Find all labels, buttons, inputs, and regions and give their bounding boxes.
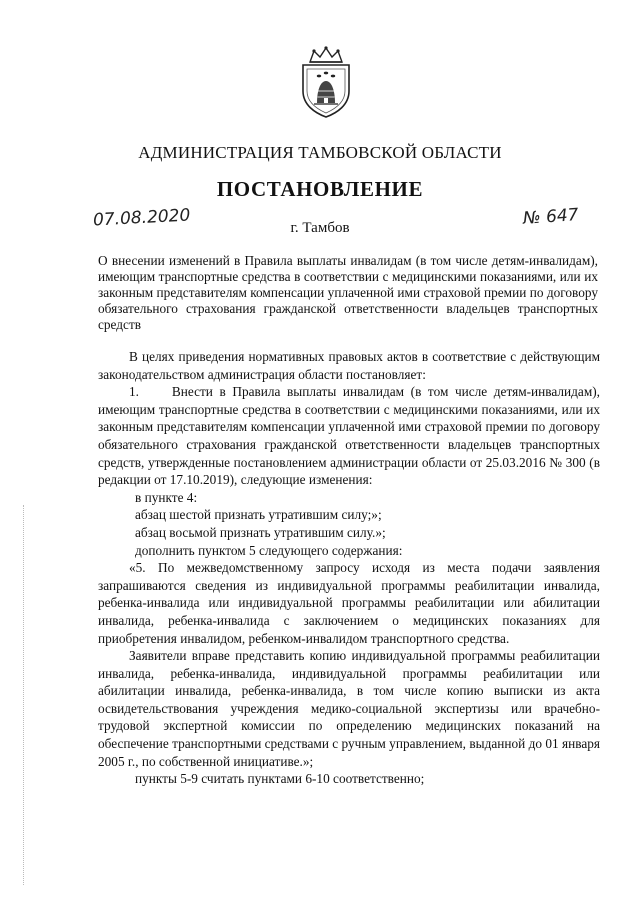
point-4-sub-a: абзац шестой признать утратившим силу;»; — [135, 507, 382, 523]
point-4-header: в пункте 4: — [135, 489, 198, 505]
renumber-line: пункты 5-9 считать пунктами 6-10 соответственно; — [135, 771, 425, 787]
document-type-title: ПОСТАНОВЛЕНИЕ — [216, 177, 424, 201]
document-date: 07.08.2020 — [92, 205, 191, 231]
point-5-paragraph-2: Заявители вправе представить копию индивидуальной программы реабилитации инвалида, ребенка-инвалида, индивидуальной программы реабилитации или абилитации инвалида, ребенка-инвалида, в том числе копию выписки из акта освидетельствования учреждения медико-социальной экспертизы или врачебно-трудовой экспертной комиссии по определению медицинских показаний на обеспечение транспортными средствами с ручным управлением, выданной до 01 января 2005 г., по собственной инициативе.»; — [98, 648, 600, 769]
document-city: г. Тамбов — [290, 220, 350, 236]
organization-title: АДМИНИСТРАЦИЯ ТАМБОВСКОЙ ОБЛАСТИ — [138, 143, 502, 162]
item-1-paragraph: 1. Внести в Правила выплаты инвалидам (в том числе детям-инвалидам), имеющим транспортные средства в соответствии с медицинскими показаниями, или их законным представителям компенсации уплаченной ими страховой премии по договору обязательного страхования гражданской ответственности владельцев транспортных средств, утвержденные постановлением администрации области от 25.03.2016 № 300 (в редакции от 17.10.2019), следующие изменения: — [98, 384, 600, 488]
add-point-5-line: дополнить пунктом 5 следующего содержания: — [135, 542, 403, 558]
preamble-paragraph: В целях приведения нормативных правовых актов в соответствие с действующим законодательством администрация области постановляет: — [98, 349, 600, 382]
subject-text: О внесении изменений в Правила выплаты инвалидам (в том числе детям-инвалидам), имеющим транспортные средства в соответствии с медицинскими показаниями, или их законным представителям компенсации уплаченной ими страховой премии по договору обязательного страхования гражданской ответственности владельцев транспортных средств — [98, 253, 598, 332]
document-number: № 647 — [522, 205, 580, 229]
document-subject — [98, 253, 598, 333]
scan-margin-artifact — [23, 505, 26, 885]
point-5-paragraph-1: «5. По межведомственному запросу исходя из места подачи заявления запрашиваются сведения из индивидуальной программы реабилитации инвалида, ребенка-инвалида или индивидуальной программы реабилитации или абилитации инвалида, ребенка-инвалида с заключением о медицинских показаниях для приобретения инвалидом, ребенком-инвалидом транспортного средства. — [98, 560, 600, 646]
point-4-sub-b: абзац восьмой признать утратившим силу.»; — [135, 524, 386, 540]
document-body — [98, 348, 600, 788]
tambov-coat-of-arms-icon — [297, 45, 355, 119]
